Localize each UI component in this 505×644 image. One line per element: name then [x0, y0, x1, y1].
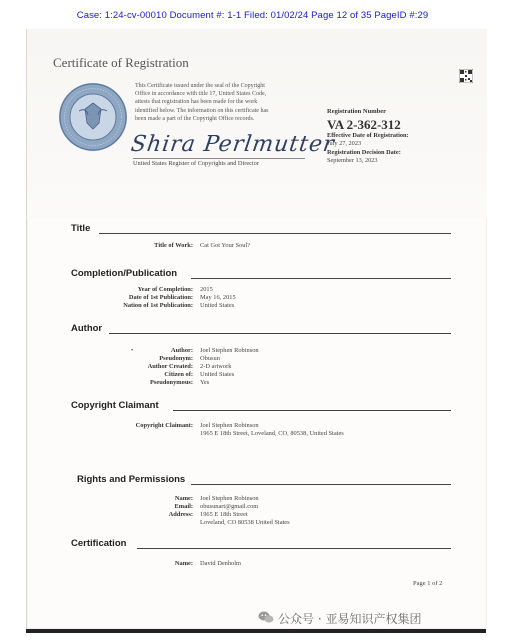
- section-rule: [191, 278, 451, 279]
- citizen-of-value: United States: [200, 371, 235, 378]
- first-publication-nation-label: Nation of 1st Publication:: [123, 302, 193, 309]
- author-name-value: Joel Stephen Robinson: [200, 347, 259, 354]
- decision-date: September 13, 2023: [327, 157, 378, 164]
- rights-email-value: obusunart@gmail.com: [200, 503, 259, 510]
- pseudonym-value: Obusun: [200, 355, 220, 362]
- section-heading-certification: Certification: [71, 538, 127, 549]
- register-title: United States Register of Copyrights and Director: [133, 160, 259, 167]
- wechat-icon: [258, 610, 274, 624]
- citizen-of-label: Citizen of:: [164, 371, 193, 378]
- first-publication-nation-value: United States: [200, 302, 235, 309]
- section-rule: [137, 548, 451, 549]
- copyright-office-seal-icon: [57, 81, 129, 153]
- registration-number: VA 2-362-312: [327, 117, 401, 132]
- year-of-completion-value: 2015: [200, 286, 213, 293]
- effective-date: July 27, 2023: [327, 140, 362, 147]
- decision-date-label: Registration Decision Date:: [327, 149, 401, 156]
- effective-date-label: Effective Date of Registration:: [327, 132, 409, 139]
- certificate-page: [26, 29, 487, 629]
- section-rule: [99, 233, 451, 234]
- rights-name-label: Name:: [174, 495, 193, 502]
- intro-line: Office in accordance with title 17, United States Code,: [135, 91, 267, 98]
- section-rule: [109, 333, 451, 334]
- qr-code-icon: [459, 69, 473, 83]
- section-heading-rights: Rights and Permissions: [77, 474, 186, 485]
- author-name-label: Author:: [170, 347, 193, 354]
- pseudonymous-label: Pseudonymous:: [150, 379, 193, 386]
- first-publication-date-value: May 16, 2015: [200, 294, 236, 301]
- intro-line: This Certificate issued under the seal of the Copyright: [135, 83, 265, 89]
- intro-line: been made a part of the Copyright Office records.: [135, 115, 255, 122]
- author-created-value: 2-D artwork: [200, 363, 232, 370]
- year-of-completion-label: Year of Completion:: [137, 286, 193, 293]
- rights-address-label: Address:: [168, 511, 193, 518]
- section-rule: [191, 484, 451, 485]
- intro-line: identified below. The information on this certificate has: [135, 107, 269, 114]
- section-heading-completion: Completion/Publication: [71, 268, 178, 279]
- rights-address-line: Loveland, CO 80538 United States: [200, 519, 290, 526]
- claimant-address: 1965 E 18th Street, Loveland, CO, 80538, United States: [200, 430, 344, 437]
- author-bullet: •: [131, 347, 134, 354]
- section-rule: [173, 410, 451, 411]
- rights-name-value: Joel Stephen Robinson: [200, 495, 259, 502]
- page-number: Page 1 of 2: [413, 580, 443, 587]
- rights-address-line: 1965 E 18th Street: [200, 511, 248, 518]
- section-heading-title: Title: [71, 223, 91, 234]
- title-of-work-label: Title of Work:: [154, 242, 193, 249]
- author-created-label: Author Created:: [147, 363, 193, 370]
- case-header: Case: 1:24-cv-00010 Document #: 1-1 Filed: 01/02/24 Page 12 of 35 PageID #:29: [76, 10, 429, 21]
- rights-email-label: Email:: [174, 503, 193, 510]
- register-signature: Shira Perlmutter: [129, 132, 337, 157]
- pseudonymous-value: Yes: [200, 379, 210, 386]
- signature-line: [133, 158, 305, 159]
- pseudonym-label: Pseudonym:: [159, 355, 193, 362]
- first-publication-date-label: Date of 1st Publication:: [128, 294, 193, 301]
- claimant-name: Joel Stephen Robinson: [200, 422, 259, 429]
- certificate-title: Certificate of Registration: [53, 55, 189, 70]
- title-of-work-value: Cat Got Your Soul?: [200, 242, 251, 249]
- certification-name-value: David Denholm: [200, 560, 241, 567]
- section-heading-claimant: Copyright Claimant: [71, 400, 159, 411]
- intro-line: attests that registration has been made for the work: [135, 99, 258, 106]
- certification-name-label: Name:: [174, 560, 193, 567]
- registration-number-label: Registration Number: [327, 108, 387, 115]
- copyright-claimant-label: Copyright Claimant:: [135, 422, 193, 429]
- watermark-text: 公众号 · 亚易知识产权集团: [278, 612, 422, 626]
- section-heading-author: Author: [71, 323, 103, 334]
- page-bottom-edge: [26, 629, 486, 633]
- certificate-intro: [135, 82, 313, 123]
